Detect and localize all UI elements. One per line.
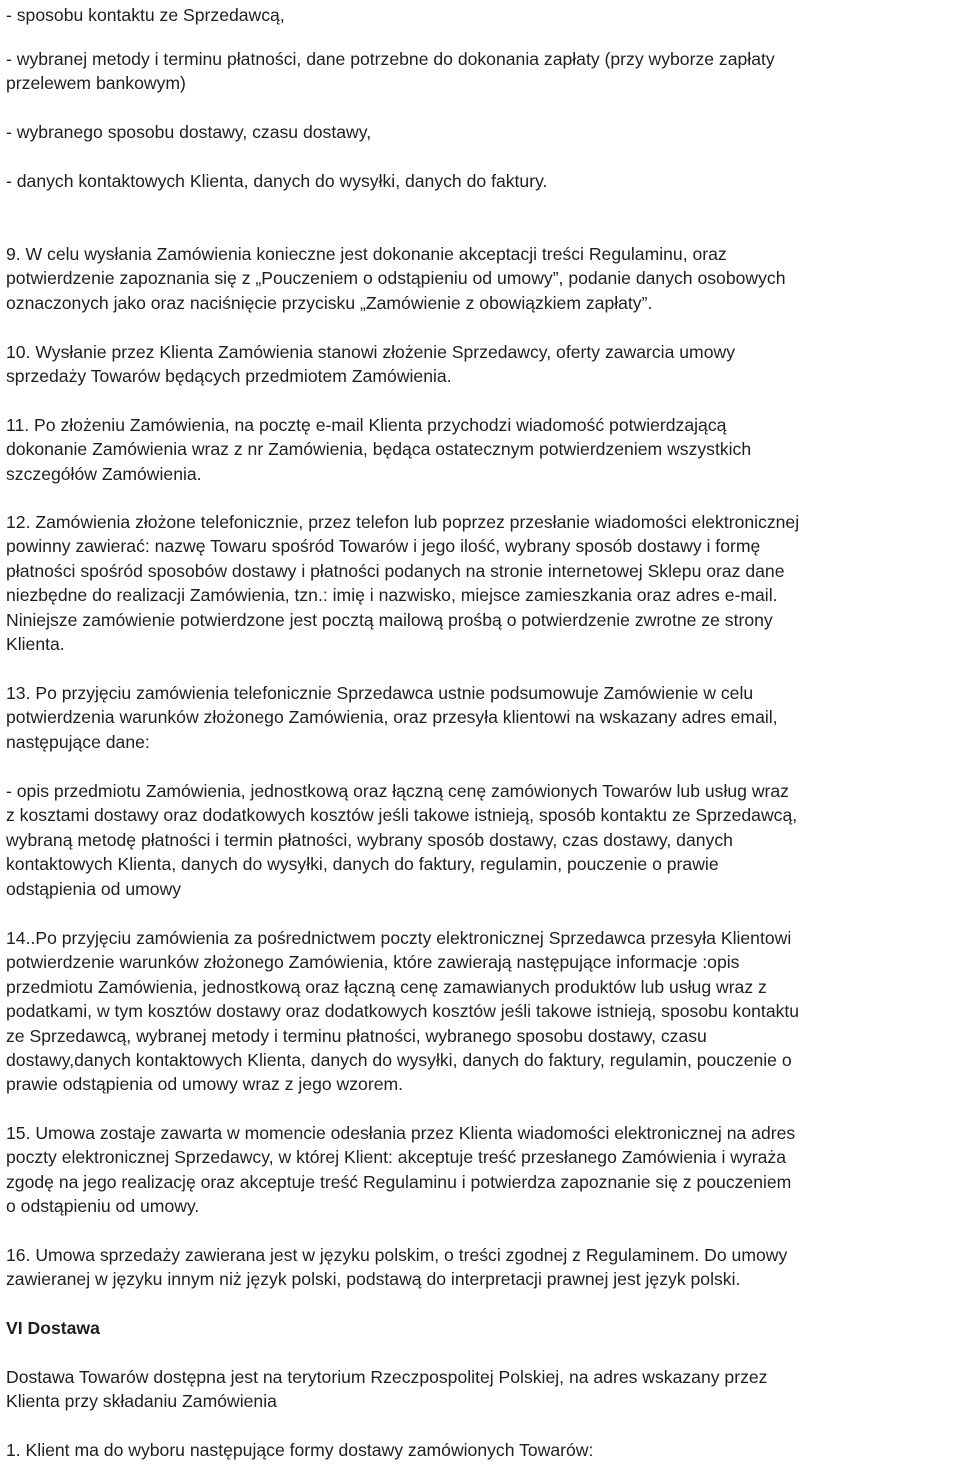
paragraph-item-13-details <box>6 779 950 901</box>
text-line: o odstąpieniu od umowy. <box>6 1196 200 1217</box>
text-line: zawieranej w języku innym niż język polski, podstawą do interpretacji prawnej jest język polski. <box>6 1269 741 1290</box>
paragraph-item-12 <box>6 510 950 656</box>
text-line: 11. Po złożeniu Zamówienia, na pocztę e-mail Klienta przychodzi wiadomość potwierdzającą <box>6 415 727 435</box>
text-line: 12. Zamówienia złożone telefonicznie, przez telefon lub poprzez przesłanie wiadomości elektronicznej <box>6 512 800 532</box>
heading-text: VI Dostawa <box>6 1318 100 1338</box>
text-line: Niniejsze zamówienie potwierdzone jest pocztą mailową prośbą o potwierdzenie zwrotne ze strony <box>6 609 773 630</box>
paragraph-item-14 <box>6 926 950 1097</box>
paragraph-payment-method <box>6 47 950 96</box>
section-heading-dostawa <box>6 1316 950 1340</box>
text-line: dostawy,danych kontaktowych Klienta, danych do wysyłki, danych do faktury, regulamin, pouczenie o <box>6 1050 792 1071</box>
text-line: potwierdzenia warunków złożonego Zamówienia, oraz przesyła klientowi na wskazany adres email, <box>6 707 778 728</box>
text-line: prawie odstąpienia od umowy wraz z jego wzorem. <box>6 1074 404 1095</box>
text-line: - wybranego sposobu dostawy, czasu dostawy, <box>6 122 372 142</box>
text-line: 16. Umowa sprzedaży zawierana jest w języku polskim, o treści zgodnej z Regulaminem. Do umowy <box>6 1245 788 1265</box>
text-line: potwierdzenie zapoznania się z „Pouczeniem o odstąpieniu od umowy”, podanie danych osobowych <box>6 268 786 289</box>
text-line: - danych kontaktowych Klienta, danych do wysyłki, danych do faktury. <box>6 171 548 191</box>
text-line: Klienta. <box>6 634 65 655</box>
text-line: 1. Klient ma do wyboru następujące formy dostawy zamówionych Towarów: <box>6 1440 594 1460</box>
text-line: ze Sprzedawcą, wybranej metody i terminu płatności, wybranego sposobu dostawy, czasu <box>6 1025 707 1046</box>
text-line: szczegółów Zamówienia. <box>6 463 202 484</box>
text-line: odstąpienia od umowy <box>6 878 182 899</box>
paragraph-item-16 <box>6 1243 950 1292</box>
text-line: - sposobu kontaktu ze Sprzedawcą, <box>6 5 285 25</box>
text-line: niezbędne do realizacji Zamówienia, tzn.: imię i nazwisko, miejsce zamieszkania oraz adres e-mail. <box>6 585 778 606</box>
text-line: dokonanie Zamówienia wraz z nr Zamówienia, będąca ostatecznym potwierdzeniem wszystkich <box>6 439 752 460</box>
text-line: Dostawa Towarów dostępna jest na terytorium Rzeczpospolitej Polskiej, na adres wskazany przez <box>6 1367 768 1387</box>
text-line: płatności spośród sposobów dostawy i płatności podanych na stronie internetowej Sklepu oraz dane <box>6 560 785 581</box>
text-line: z kosztami dostawy oraz dodatkowych kosztów jeśli takowe istnieją, sposób kontaktu ze Sprzedawcą, <box>6 805 798 826</box>
paragraph-client-contact-data <box>6 169 950 193</box>
paragraph-item-10 <box>6 340 950 389</box>
text-line: - wybranej metody i terminu płatności, dane potrzebne do dokonania zapłaty (przy wyborze zapłaty <box>6 49 775 69</box>
text-line: powinny zawierać: nazwę Towaru spośród Towarów i jego ilość, wybrany sposób dostawy i formę <box>6 536 761 557</box>
text-line: sprzedaży Towarów będących przedmiotem Zamówienia. <box>6 366 452 387</box>
text-line: podatkami, w tym kosztów dostawy oraz dodatkowych kosztów jeśli takowe istnieją, sposobu kontaktu <box>6 1001 800 1022</box>
text-line: przelewem bankowym) <box>6 73 186 94</box>
paragraph-contact-method <box>6 3 950 27</box>
text-line: wybraną metodę płatności i termin płatności, wybrany sposób dostawy, czas dostawy, danych <box>6 829 733 850</box>
text-line: 15. Umowa zostaje zawarta w momencie odesłania przez Klienta wiadomości elektronicznej na adres <box>6 1123 796 1143</box>
paragraph-item-13 <box>6 681 950 754</box>
text-line: 13. Po przyjęciu zamówienia telefonicznie Sprzedawca ustnie podsumowuje Zamówienie w celu <box>6 683 754 703</box>
paragraph-item-15 <box>6 1121 950 1219</box>
text-line: następujące dane: <box>6 731 150 752</box>
text-line: 9. W celu wysłania Zamówienia konieczne jest dokonanie akceptacji treści Regulaminu, oraz <box>6 244 727 264</box>
paragraph-item-11 <box>6 413 950 486</box>
paragraph-delivery-item-1 <box>6 1438 950 1462</box>
paragraph-delivery-method <box>6 120 950 144</box>
text-line: potwierdzenie warunków złożonego Zamówienia, które zawierają następujące informacje :opis <box>6 952 740 973</box>
paragraph-item-9 <box>6 242 950 315</box>
text-line: kontaktowych Klienta, danych do wysyłki, danych do faktury, regulamin, pouczenie o prawie <box>6 854 719 875</box>
text-line: zgodę na jego realizację oraz akceptuje treść Regulaminu i potwierdza zapoznanie się z pouczeniem <box>6 1171 792 1192</box>
text-line: - opis przedmiotu Zamówienia, jednostkową oraz łączną cenę zamówionych Towarów lub usług wraz <box>6 781 789 801</box>
text-line: poczty elektronicznej Sprzedawcy, w której Klient: akceptuje treść przesłanego Zamówienia i wyraża <box>6 1147 787 1168</box>
text-line: 14..Po przyjęciu zamówienia za pośrednictwem poczty elektronicznej Sprzedawca przesyła Klientowi <box>6 928 792 948</box>
text-line: przedmiotu Zamówienia, jednostkową oraz łączną cenę zamawianych produktów lub usług wraz z <box>6 976 767 997</box>
text-line: Klienta przy składaniu Zamówienia <box>6 1391 277 1412</box>
text-line: oznaczonych jako oraz naciśnięcie przycisku „Zamówienie z obowiązkiem zapłaty”. <box>6 292 653 313</box>
paragraph-delivery-territory <box>6 1365 950 1414</box>
text-line: 10. Wysłanie przez Klienta Zamówienia stanowi złożenie Sprzedawcy, oferty zawarcia umowy <box>6 342 735 362</box>
